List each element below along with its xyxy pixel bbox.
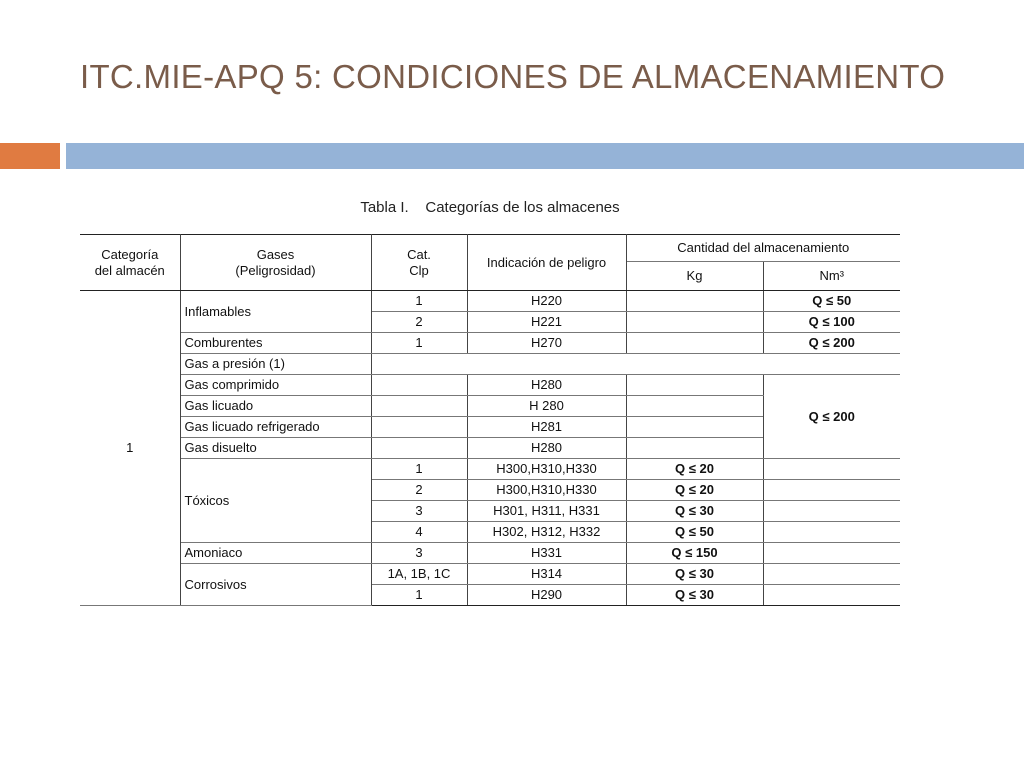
kg-cell: Q ≤ 30	[626, 501, 763, 522]
hazard-cell: H290	[467, 585, 626, 606]
table-row	[80, 375, 900, 396]
hazard-cell: H300,H310,H330	[467, 459, 626, 480]
hazard-cell: H281	[467, 417, 626, 438]
hazard-cell: H220	[467, 291, 626, 312]
cat-cell: 1	[371, 333, 467, 354]
gas-name: Gas a presión (1)	[180, 354, 371, 375]
header-gases: Gases (Peligrosidad)	[180, 235, 371, 291]
cat-cell: 1	[371, 459, 467, 480]
table-row	[80, 291, 900, 312]
nm3-cell: Q ≤ 100	[763, 312, 900, 333]
hazard-cell: H301, H311, H331	[467, 501, 626, 522]
accent-bar-blue	[66, 143, 1024, 169]
gas-name: Tóxicos	[180, 459, 371, 543]
cat-cell	[371, 375, 467, 396]
gas-name: Gas licuado	[180, 396, 371, 417]
kg-cell: Q ≤ 50	[626, 522, 763, 543]
cat-cell: 2	[371, 312, 467, 333]
kg-cell	[626, 375, 763, 396]
nm3-cell: Q ≤ 50	[763, 291, 900, 312]
header-indicacion: Indicación de peligro	[467, 235, 626, 291]
nm3-cell	[763, 543, 900, 564]
gas-name: Gas disuelto	[180, 438, 371, 459]
nm3-cell	[763, 564, 900, 585]
cat-cell	[371, 417, 467, 438]
kg-cell: Q ≤ 30	[626, 564, 763, 585]
gas-name: Gas licuado refrigerado	[180, 417, 371, 438]
gas-name: Gas comprimido	[180, 375, 371, 396]
kg-cell	[626, 396, 763, 417]
table-row	[80, 564, 900, 585]
kg-cell	[626, 312, 763, 333]
table-row	[80, 543, 900, 564]
slide-title: ITC.MIE-APQ 5: CONDICIONES DE ALMACENAMIENTO	[80, 58, 946, 95]
kg-cell: Q ≤ 20	[626, 480, 763, 501]
cat-cell: 1A, 1B, 1C	[371, 564, 467, 585]
kg-cell	[626, 417, 763, 438]
hazard-cell: H270	[467, 333, 626, 354]
hazard-cell: H221	[467, 312, 626, 333]
cat-cell: 1	[371, 585, 467, 606]
gas-name: Inflamables	[180, 291, 371, 333]
categories-table	[80, 234, 900, 606]
header-categoria: Categoría del almacén	[80, 235, 180, 291]
table-row	[80, 333, 900, 354]
nm3-cell	[763, 459, 900, 480]
kg-cell	[626, 438, 763, 459]
hazard-cell: H314	[467, 564, 626, 585]
hazard-cell: H300,H310,H330	[467, 480, 626, 501]
nm3-cell	[763, 480, 900, 501]
cat-cell	[371, 396, 467, 417]
table-caption: Tabla I. Categorías de los almacenes	[360, 199, 620, 216]
nm3-cell	[763, 501, 900, 522]
hazard-cell: H331	[467, 543, 626, 564]
accent-bar-orange	[0, 143, 60, 169]
empty-cell	[371, 354, 900, 375]
category-cell: 1	[80, 291, 180, 606]
header-cantidad: Cantidad del almacenamiento	[626, 235, 900, 262]
cat-cell: 2	[371, 480, 467, 501]
cat-cell: 3	[371, 501, 467, 522]
nm3-cell	[763, 522, 900, 543]
nm3-cell	[763, 585, 900, 606]
hazard-cell: H280	[467, 438, 626, 459]
gas-name: Comburentes	[180, 333, 371, 354]
header-nm3: Nm³	[763, 262, 900, 291]
kg-cell: Q ≤ 150	[626, 543, 763, 564]
cat-cell	[371, 438, 467, 459]
hazard-cell: H280	[467, 375, 626, 396]
nm3-cell: Q ≤ 200	[763, 375, 900, 459]
kg-cell: Q ≤ 20	[626, 459, 763, 480]
hazard-cell: H 280	[467, 396, 626, 417]
kg-cell	[626, 333, 763, 354]
table-row	[80, 354, 900, 375]
table-row	[80, 459, 900, 480]
header-kg: Kg	[626, 262, 763, 291]
kg-cell	[626, 291, 763, 312]
cat-cell: 4	[371, 522, 467, 543]
nm3-cell: Q ≤ 200	[763, 333, 900, 354]
gas-name: Amoniaco	[180, 543, 371, 564]
cat-cell: 1	[371, 291, 467, 312]
header-cat-clp: Cat. Clp	[371, 235, 467, 291]
kg-cell: Q ≤ 30	[626, 585, 763, 606]
gas-name: Corrosivos	[180, 564, 371, 606]
hazard-cell: H302, H312, H332	[467, 522, 626, 543]
cat-cell: 3	[371, 543, 467, 564]
